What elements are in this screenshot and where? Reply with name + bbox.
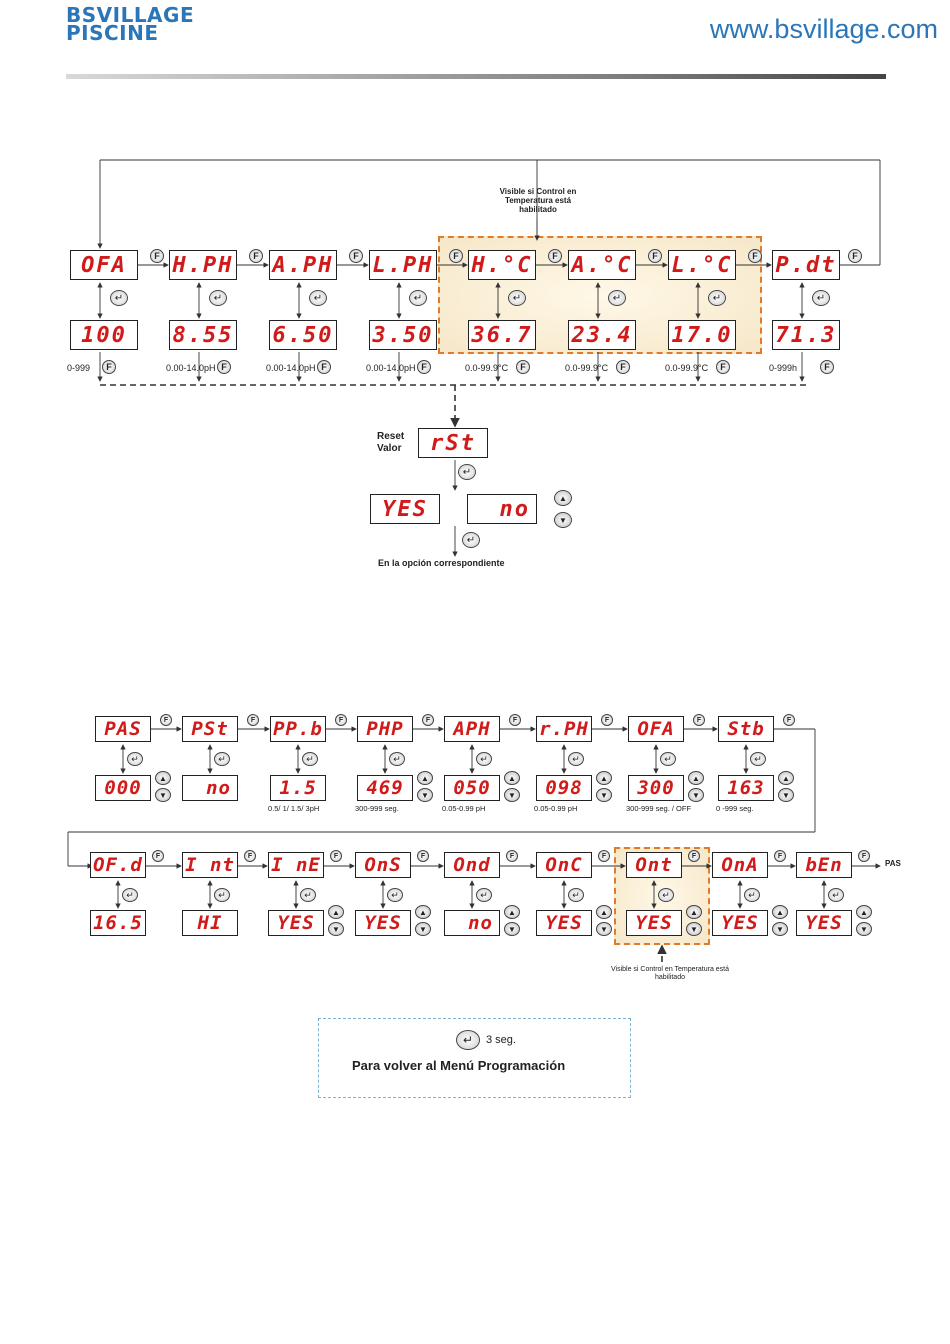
confirm-enter-button[interactable]: ↵ (462, 532, 480, 548)
param-code-display: r.PH (536, 716, 592, 742)
enter-button[interactable]: ↵ (300, 888, 316, 902)
param-range-label: 0.0-99.9°C (665, 363, 709, 373)
param-value-display: HI (182, 910, 238, 936)
param-code-display: OnS (355, 852, 411, 878)
enter-button[interactable]: ↵ (302, 752, 318, 766)
param-value-display: 469 (357, 775, 413, 801)
f-button[interactable]: F (317, 360, 331, 374)
f-button[interactable]: F (102, 360, 116, 374)
up-arrow-button[interactable]: ▲ (504, 771, 520, 785)
param-value-display: 17.0 (668, 320, 736, 350)
down-arrow-button[interactable]: ▼ (415, 922, 431, 936)
up-arrow-button[interactable]: ▲ (415, 905, 431, 919)
param-value-display: 16.5 (90, 910, 146, 936)
enter-button[interactable]: ↵ (658, 888, 674, 902)
f-button[interactable]: F (422, 714, 434, 726)
down-arrow-button[interactable]: ▼ (328, 922, 344, 936)
f-button[interactable]: F (820, 360, 834, 374)
param-code-display: P.dt (772, 250, 840, 280)
f-button[interactable]: F (774, 850, 786, 862)
reset-footer: En la opción correspondiente (378, 558, 505, 568)
param-code-display: I nE (268, 852, 324, 878)
param-range-label: 0.05-0.99 pH (442, 804, 486, 813)
f-button[interactable]: F (249, 249, 263, 263)
param-code-display: L.PH (369, 250, 437, 280)
param-code-display: PSt (182, 716, 238, 742)
enter-button[interactable]: ↵ (568, 752, 584, 766)
reset-enter-button[interactable]: ↵ (458, 464, 476, 480)
param-value-display: 163 (718, 775, 774, 801)
param-code-display: OnC (536, 852, 592, 878)
up-arrow-button[interactable]: ▲ (596, 905, 612, 919)
f-button[interactable]: F (693, 714, 705, 726)
param-code-display: PP.b (270, 716, 326, 742)
f-button[interactable]: F (648, 249, 662, 263)
param-range-label: 0-999 (67, 363, 91, 373)
down-arrow-button[interactable]: ▼ (856, 922, 872, 936)
param-range-label: 0.00-14.0pH (266, 363, 316, 373)
brand-line2: PISCINE (66, 21, 159, 45)
enter-button[interactable]: ↵ (387, 888, 403, 902)
param-code-display: OFA (628, 716, 684, 742)
down-arrow-button[interactable]: ▼ (688, 788, 704, 802)
up-arrow-button[interactable]: ▲ (772, 905, 788, 919)
param-range-label: 0.05-0.99 pH (534, 804, 578, 813)
up-arrow-button[interactable]: ▲ (856, 905, 872, 919)
down-arrow-button[interactable]: ▼ (504, 922, 520, 936)
param-range-label: 0.0-99.9°C (465, 363, 509, 373)
up-arrow-button[interactable]: ▲ (417, 771, 433, 785)
f-button[interactable]: F (601, 714, 613, 726)
param-range-label: 300-999 seg. / OFF (626, 804, 692, 813)
param-value-display: 3.50 (369, 320, 437, 350)
f-button[interactable]: F (417, 360, 431, 374)
param-code-display: Ont (626, 852, 682, 878)
param-range-label: 0 -999 seg. (716, 804, 754, 813)
param-code-display: OFA (70, 250, 138, 280)
up-arrow-button[interactable]: ▲ (328, 905, 344, 919)
param-value-display: 050 (444, 775, 500, 801)
enter-button[interactable]: ↵ (568, 888, 584, 902)
enter-button[interactable]: ↵ (812, 290, 830, 306)
enter-button[interactable]: ↵ (110, 290, 128, 306)
down-arrow-button[interactable]: ▼ (596, 922, 612, 936)
param-value-display: YES (626, 910, 682, 936)
param-range-label: 0-999h (769, 363, 798, 373)
end-label-pas: PAS (885, 859, 901, 868)
f-button[interactable]: F (548, 249, 562, 263)
f-button[interactable]: F (349, 249, 363, 263)
param-value-display: YES (536, 910, 592, 936)
enter-button[interactable]: ↵ (744, 888, 760, 902)
param-code-display: A.PH (269, 250, 337, 280)
param-value-display: 71.3 (772, 320, 840, 350)
return-enter-icon: ↵ (456, 1030, 480, 1050)
down-arrow-button[interactable]: ▼ (504, 788, 520, 802)
enter-button[interactable]: ↵ (214, 888, 230, 902)
param-range-label: 0.00-14.0pH (166, 363, 216, 373)
enter-button[interactable]: ↵ (750, 752, 766, 766)
enter-button[interactable]: ↵ (409, 290, 427, 306)
down-arrow-button[interactable]: ▼ (686, 922, 702, 936)
f-button[interactable]: F (516, 360, 530, 374)
enter-button[interactable]: ↵ (608, 290, 626, 306)
param-value-display: YES (268, 910, 324, 936)
f-button[interactable]: F (152, 850, 164, 862)
up-arrow-button[interactable]: ▲ (596, 771, 612, 785)
param-code-display: OF.d (90, 852, 146, 878)
f-button[interactable]: F (848, 249, 862, 263)
down-arrow-button[interactable]: ▼ (417, 788, 433, 802)
enter-button[interactable]: ↵ (660, 752, 676, 766)
param-value-display: 1.5 (270, 775, 326, 801)
f-button[interactable]: F (688, 850, 700, 862)
f-button[interactable]: F (616, 360, 630, 374)
param-code-display: A.°C (568, 250, 636, 280)
up-arrow-button[interactable]: ▲ (155, 771, 171, 785)
param-code-display: Ond (444, 852, 500, 878)
f-button[interactable]: F (247, 714, 259, 726)
reset-display: rSt (418, 428, 488, 458)
param-value-display: 36.7 (468, 320, 536, 350)
param-code-display: Stb (718, 716, 774, 742)
f-button[interactable]: F (783, 714, 795, 726)
yes-display: YES (370, 494, 440, 524)
f-button[interactable]: F (716, 360, 730, 374)
up-arrow-button[interactable]: ▲ (554, 490, 572, 506)
temperature-note-2: Visible si Control en Temperatura está habilitado (610, 966, 730, 981)
param-range-label: 0.00-14.0pH (366, 363, 416, 373)
f-button[interactable]: F (417, 850, 429, 862)
up-arrow-button[interactable]: ▲ (686, 905, 702, 919)
enter-button[interactable]: ↵ (309, 290, 327, 306)
temperature-note-1: Visible si Control en Temperatura está habilitado (499, 187, 577, 214)
up-arrow-button[interactable]: ▲ (688, 771, 704, 785)
down-arrow-button[interactable]: ▼ (778, 788, 794, 802)
no-display: no (467, 494, 537, 524)
param-value-display: no (182, 775, 238, 801)
param-code-display: H.°C (468, 250, 536, 280)
f-button[interactable]: F (335, 714, 347, 726)
param-value-display: 300 (628, 775, 684, 801)
param-value-display: YES (712, 910, 768, 936)
param-value-display: 23.4 (568, 320, 636, 350)
enter-button[interactable]: ↵ (476, 888, 492, 902)
f-button[interactable]: F (858, 850, 870, 862)
down-arrow-button[interactable]: ▼ (554, 512, 572, 528)
down-arrow-button[interactable]: ▼ (772, 922, 788, 936)
param-value-display: no (444, 910, 500, 936)
enter-button[interactable]: ↵ (708, 290, 726, 306)
param-value-display: YES (796, 910, 852, 936)
down-arrow-button[interactable]: ▼ (596, 788, 612, 802)
f-button[interactable]: F (509, 714, 521, 726)
f-button[interactable]: F (449, 249, 463, 263)
param-code-display: L.°C (668, 250, 736, 280)
f-button[interactable]: F (330, 850, 342, 862)
param-value-display: 000 (95, 775, 151, 801)
param-code-display: I nt (182, 852, 238, 878)
enter-button[interactable]: ↵ (122, 888, 138, 902)
f-button[interactable]: F (748, 249, 762, 263)
param-code-display: bEn (796, 852, 852, 878)
param-value-display: 8.55 (169, 320, 237, 350)
param-range-label: 0.5/ 1/ 1.5/ 3pH (268, 804, 320, 813)
enter-button[interactable]: ↵ (828, 888, 844, 902)
up-arrow-button[interactable]: ▲ (504, 905, 520, 919)
param-code-display: PHP (357, 716, 413, 742)
param-code-display: H.PH (169, 250, 237, 280)
down-arrow-button[interactable]: ▼ (155, 788, 171, 802)
return-time: 3 seg. (486, 1034, 516, 1046)
up-arrow-button[interactable]: ▲ (778, 771, 794, 785)
enter-button[interactable]: ↵ (389, 752, 405, 766)
enter-button[interactable]: ↵ (508, 290, 526, 306)
website-url: www.bsvillage.com (709, 14, 938, 44)
enter-button[interactable]: ↵ (127, 752, 143, 766)
enter-button[interactable]: ↵ (476, 752, 492, 766)
param-value-display: 6.50 (269, 320, 337, 350)
param-code-display: PAS (95, 716, 151, 742)
f-button[interactable]: F (150, 249, 164, 263)
param-value-display: YES (355, 910, 411, 936)
param-code-display: OnA (712, 852, 768, 878)
param-range-label: 300-999 seg. (355, 804, 399, 813)
f-button[interactable]: F (506, 850, 518, 862)
enter-button[interactable]: ↵ (214, 752, 230, 766)
return-text: Para volver al Menú Programación (352, 1058, 566, 1073)
brand-line1: BSVILLAGE (66, 3, 195, 27)
param-range-label: 0.0-99.9°C (565, 363, 609, 373)
f-button[interactable]: F (160, 714, 172, 726)
param-value-display: 098 (536, 775, 592, 801)
enter-button[interactable]: ↵ (209, 290, 227, 306)
param-value-display: 100 (70, 320, 138, 350)
f-button[interactable]: F (244, 850, 256, 862)
reset-label: Reset Valor (377, 431, 405, 454)
f-button[interactable]: F (217, 360, 231, 374)
param-code-display: APH (444, 716, 500, 742)
f-button[interactable]: F (598, 850, 610, 862)
